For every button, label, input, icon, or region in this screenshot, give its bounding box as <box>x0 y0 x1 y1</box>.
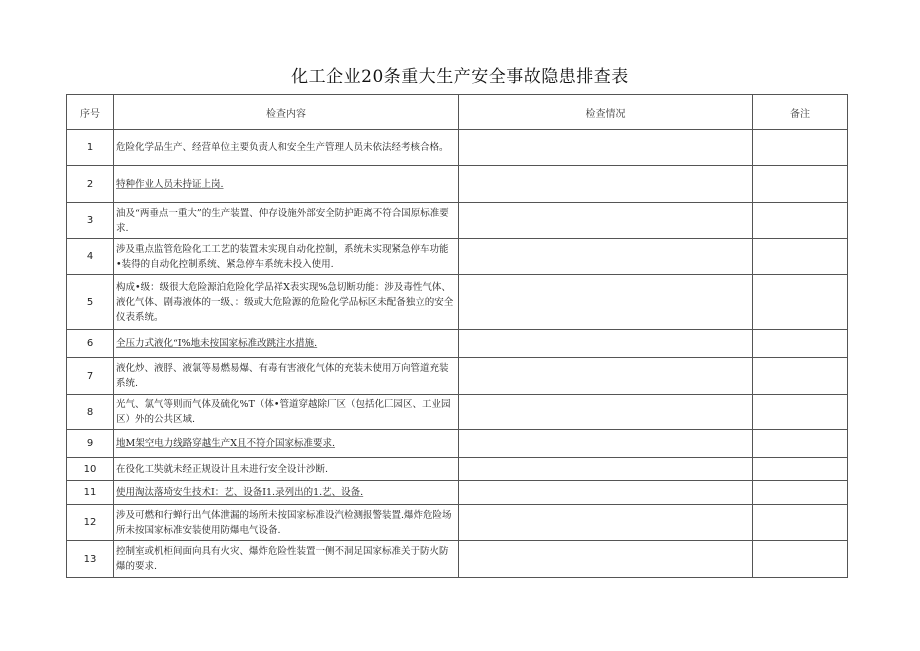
row-number: 6 <box>67 330 114 358</box>
check-status-cell[interactable] <box>459 541 753 578</box>
table-row <box>67 395 848 430</box>
row-content: 液化炒、液脬、液氯等易燃易爆、有毒有害液化气体的充装未使用万向管道充装系统. <box>114 358 459 395</box>
row-number: 8 <box>67 395 114 430</box>
row-content: 油及“两垂点一重大”的生产装置、仲存设施外部安全防护距离不符合国原标准要求. <box>114 203 459 239</box>
remarks-cell[interactable] <box>753 330 848 358</box>
check-status-cell[interactable] <box>459 275 753 330</box>
remarks-cell[interactable] <box>753 166 848 203</box>
table-row <box>67 430 848 458</box>
row-number: 1 <box>67 130 114 166</box>
table-header-row <box>67 95 848 130</box>
check-status-cell[interactable] <box>459 130 753 166</box>
check-status-cell[interactable] <box>459 358 753 395</box>
row-number: 3 <box>67 203 114 239</box>
row-number: 12 <box>67 505 114 541</box>
row-content: 使用淘汰落埼安生技术I：艺、设备I1.录列出的1.艺、设备. <box>114 481 459 505</box>
row-content: 涉及可燃和行蝉行出气体泄漏的场所未按国家标准设汽检测报警装置.爆炸危险场所未按国家标准安装使用防爆电气设备. <box>114 505 459 541</box>
remarks-cell[interactable] <box>753 275 848 330</box>
row-number: 5 <box>67 275 114 330</box>
row-content: 涉及重点监管危险化工工艺的装置未实现自动化控制，系统未实现紧急停车功能•装得的自动化控制系统、紧急停车系统未投入使用. <box>114 239 459 275</box>
row-number: 9 <box>67 430 114 458</box>
remarks-cell[interactable] <box>753 541 848 578</box>
remarks-cell[interactable] <box>753 505 848 541</box>
table-row <box>67 130 848 166</box>
table-row <box>67 458 848 481</box>
header-serial-no: 序号 <box>67 95 114 130</box>
table-row <box>67 203 848 239</box>
page-title: 化工企业20条重大生产安全事故隐患排查表 <box>291 67 629 87</box>
remarks-cell[interactable] <box>753 358 848 395</box>
row-number: 2 <box>67 166 114 203</box>
row-content: 危险化学品生产、经营单位主要负责人和安全生产管理人员未依法经考核合格。 <box>114 130 459 166</box>
header-check-content: 检查内容 <box>114 95 459 130</box>
check-status-cell[interactable] <box>459 330 753 358</box>
remarks-cell[interactable] <box>753 430 848 458</box>
check-status-cell[interactable] <box>459 395 753 430</box>
check-status-cell[interactable] <box>459 481 753 505</box>
check-status-cell[interactable] <box>459 430 753 458</box>
table-row <box>67 481 848 505</box>
row-content: 全压力式液化“I%地未按国家标准改跳注水措施. <box>114 330 459 358</box>
table-row <box>67 166 848 203</box>
row-number: 11 <box>67 481 114 505</box>
table-row <box>67 275 848 330</box>
table-row <box>67 505 848 541</box>
remarks-cell[interactable] <box>753 203 848 239</box>
table-row <box>67 358 848 395</box>
row-number: 10 <box>67 458 114 481</box>
check-status-cell[interactable] <box>459 239 753 275</box>
row-number: 7 <box>67 358 114 395</box>
row-content: 光气、氯气等则而气体及硫化%T（体•管道穿越除厂区（包括化匚园区、工业园区）外的公共区域. <box>114 395 459 430</box>
header-check-status: 检查情况 <box>459 95 753 130</box>
check-status-cell[interactable] <box>459 203 753 239</box>
remarks-cell[interactable] <box>753 458 848 481</box>
table-row <box>67 330 848 358</box>
header-remarks: 备注 <box>753 95 848 130</box>
check-status-cell[interactable] <box>459 458 753 481</box>
row-number: 13 <box>67 541 114 578</box>
row-content: 特种作业人员未持证上岗. <box>114 166 459 203</box>
table-row <box>67 239 848 275</box>
row-content: 地M架空电力线路穿越生产X且不符介国家标准要求. <box>114 430 459 458</box>
row-content: 在役化工奘就未经正规设计且未进行安全设计沙断. <box>114 458 459 481</box>
remarks-cell[interactable] <box>753 395 848 430</box>
remarks-cell[interactable] <box>753 239 848 275</box>
row-content: 构成•级：级很大危险源泊危险化学品祥X表实现%急切断功能：涉及毒性气体、液化气体、剧毒液体的一级、：级或大危险源的危险化学品标区未配备独立的安全仪表系统。 <box>114 275 459 330</box>
check-status-cell[interactable] <box>459 166 753 203</box>
table-row <box>67 541 848 578</box>
remarks-cell[interactable] <box>753 481 848 505</box>
row-content: 控制室或机柜间面向具有火灾、爆炸危险性装置一侧不洞足国家标准关于防火防爆的要求. <box>114 541 459 578</box>
remarks-cell[interactable] <box>753 130 848 166</box>
row-number: 4 <box>67 239 114 275</box>
hazard-checklist-table <box>66 94 848 578</box>
check-status-cell[interactable] <box>459 505 753 541</box>
